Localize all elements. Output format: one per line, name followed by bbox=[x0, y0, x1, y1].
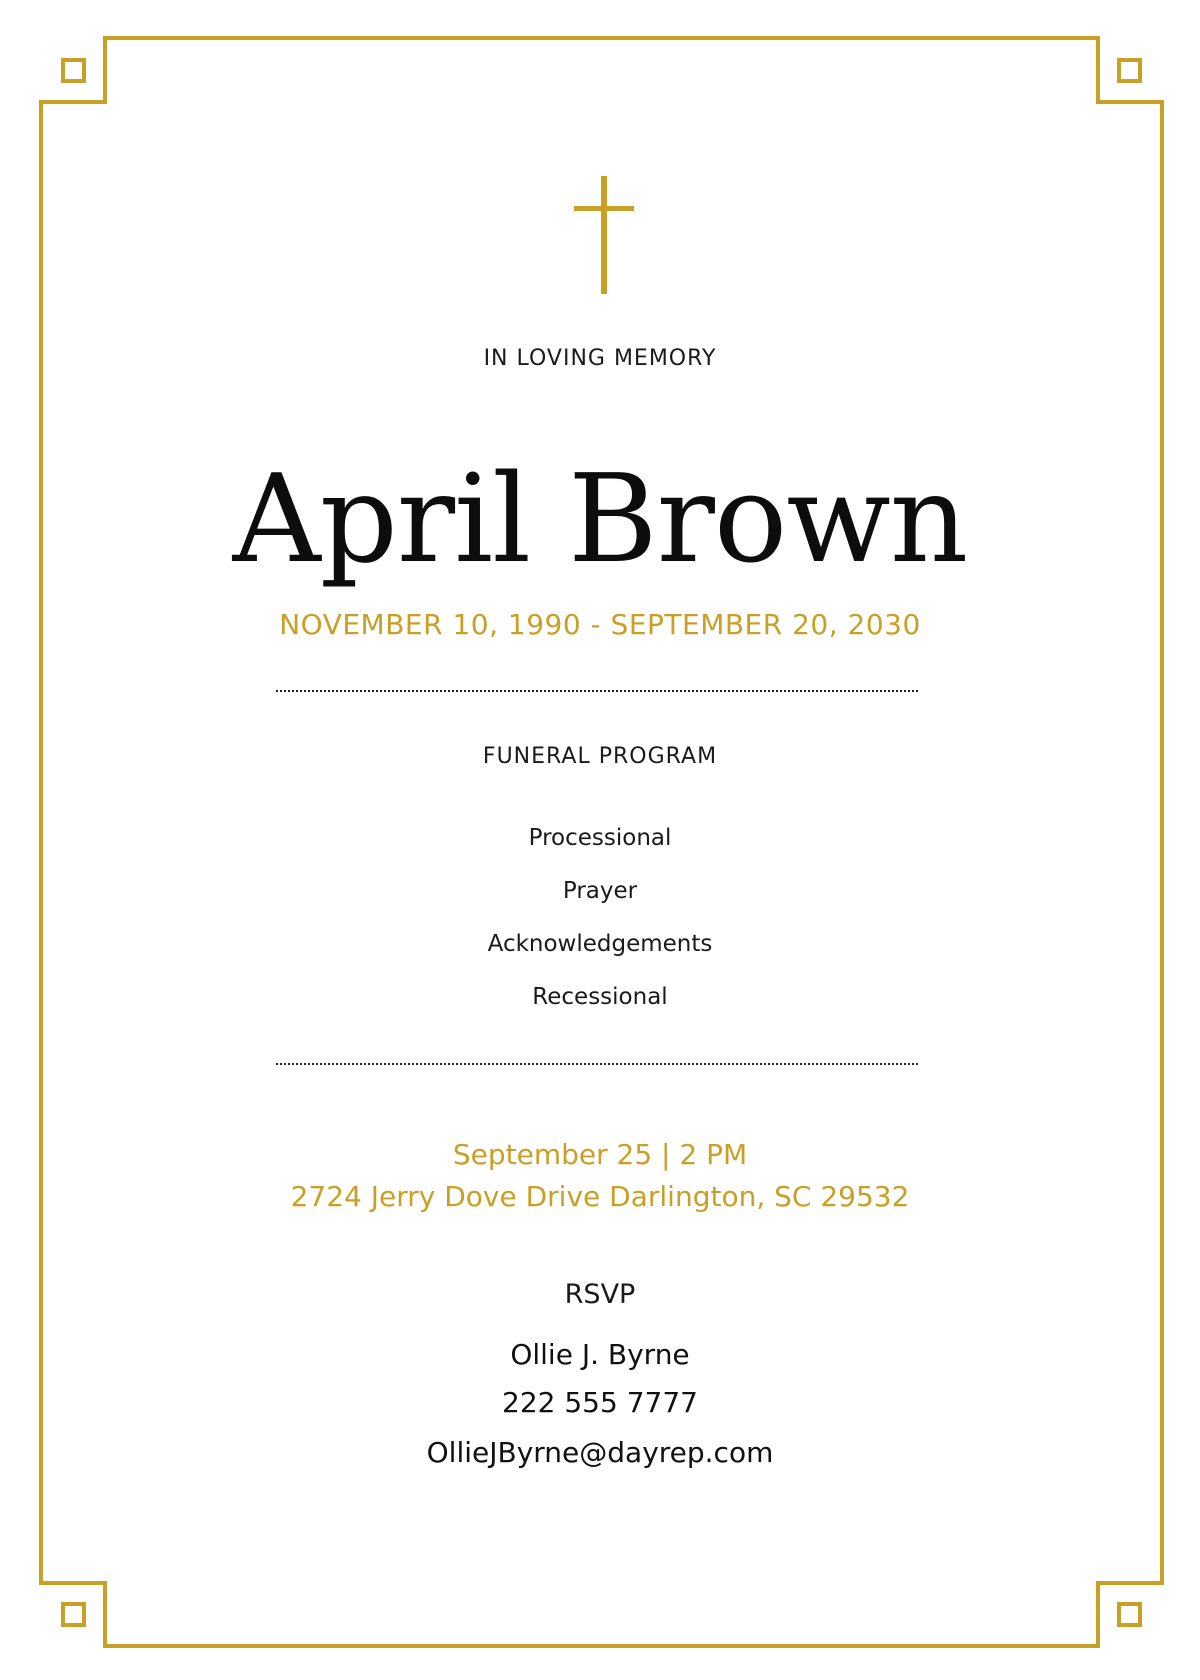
deceased-name: April Brown bbox=[232, 448, 968, 590]
rsvp-phone: 222 555 7777 bbox=[502, 1386, 698, 1419]
program-item-recessional: Recessional bbox=[532, 984, 668, 1010]
program-item-acknowledgements: Acknowledgements bbox=[487, 931, 713, 957]
life-dates: NOVEMBER 10, 1990 - SEPTEMBER 20, 2030 bbox=[279, 608, 921, 641]
divider-top bbox=[276, 690, 918, 692]
divider-bottom bbox=[276, 1063, 918, 1065]
program-item-processional: Processional bbox=[528, 825, 672, 851]
memorial-subtitle: IN LOVING MEMORY bbox=[483, 346, 717, 371]
service-address: 2724 Jerry Dove Drive Darlington, SC 29532 bbox=[290, 1180, 910, 1213]
program-title: FUNERAL PROGRAM bbox=[482, 744, 718, 769]
program-item-prayer: Prayer bbox=[562, 878, 638, 904]
rsvp-label: RSVP bbox=[564, 1279, 636, 1310]
rsvp-contact-name: Ollie J. Byrne bbox=[510, 1338, 690, 1371]
service-datetime: September 25 | 2 PM bbox=[452, 1138, 748, 1171]
rsvp-email: OllieJByrne@dayrep.com bbox=[426, 1436, 774, 1469]
